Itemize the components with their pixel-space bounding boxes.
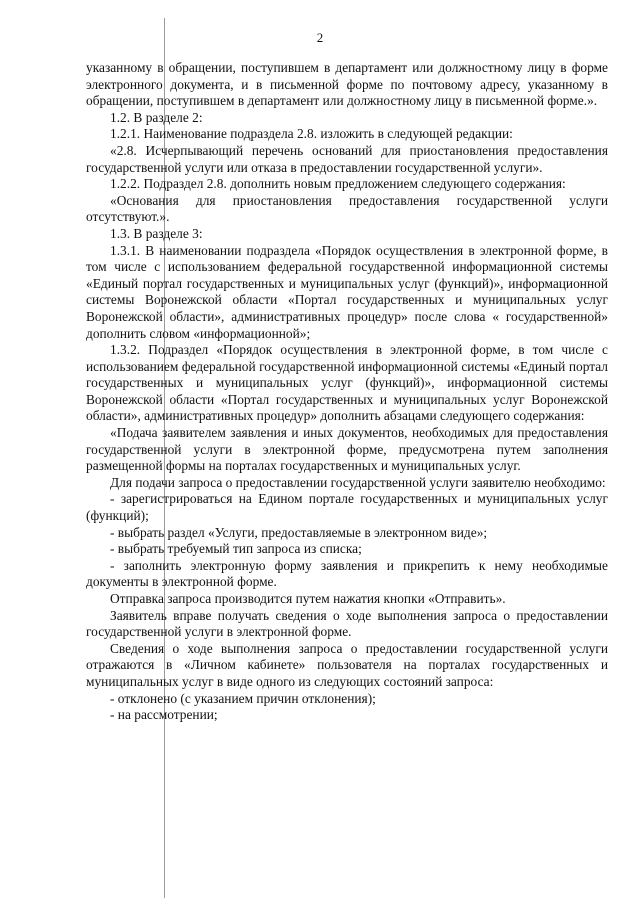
list-item: - отклонено (с указанием причин отклонения); — [110, 690, 376, 706]
paragraph: 1.3.1. В наименовании подраздела «Порядок осуществления в электронной форме, в том числе с использованием федеральной государственной информационной системы «Единый портал государственных и муниципальных услуг (функций)», информационной системы Воронежской области «Портал государственных и муниципальных услуг Воронежской области», административных процедур» после слова « государственной» дополнить словом «информационной»; — [86, 242, 608, 341]
paragraph: 1.2.2. Подраздел 2.8. дополнить новым предложением следующего содержания: — [110, 176, 566, 192]
paragraph: 1.2.1. Наименование подраздела 2.8. изложить в следующей редакции: — [110, 126, 513, 142]
paragraph: Отправка запроса производится путем нажатия кнопки «Отправить». — [110, 591, 506, 606]
paragraph: 1.2. В разделе 2: — [110, 109, 203, 125]
list-item: - заполнить электронную форму заявления и прикрепить к нему необходимые документы в электронной форме. — [86, 557, 608, 590]
page-number: 2 — [316, 30, 324, 45]
paragraph: Сведения о ходе выполнения запроса о предоставлении государственной услуги отражаются в «Личном кабинете» пользователя на порталах государственных и муниципальных услуг в виде одного из следующих состояний запроса: — [86, 640, 608, 689]
paragraph: Для подачи запроса о предоставлении государственной услуги заявителю необходимо: — [110, 474, 606, 490]
paragraph: 1.3. В разделе 3: — [110, 225, 203, 241]
paragraph: «Основания для приостановления предоставления государственной услуги отсутствуют.». — [86, 192, 608, 225]
paragraph: «Подача заявителем заявления и иных документов, необходимых для предоставления государственной услуги в электронной форме, предусмотрена путем заполнения размещенной формы на порталах государственных и муниципальных услуг. — [86, 425, 608, 474]
paragraph: указанному в обращении, поступившем в департамент или должностному лицу в форме электронного документа, и в письменной форме по почтовому адресу, указанному в обращении, поступившем в департамент или должностному лицу в письменной форме.». — [86, 60, 608, 109]
list-item: - выбрать требуемый тип запроса из списка; — [110, 541, 362, 557]
paragraph: 1.3.2. Подраздел «Порядок осуществления в электронной форме, в том числе с использованием федеральной государственной информационной системы «Единый портал государственных и муниципальных услуг (функций)», информационной системы Воронежской области «Портал государственных и муниципальных услуг Воронежской области», административных процедур» дополнить абзацами следующего содержания: — [86, 342, 608, 424]
paragraph: «2.8. Исчерпывающий перечень оснований для приостановления предоставления государственной услуги или отказа в предоставлении государственной услуги». — [86, 142, 608, 175]
paragraph: Заявитель вправе получать сведения о ходе выполнения запроса о предоставлении государственной услуги в электронной форме. — [86, 607, 608, 640]
list-item: - на рассмотрении; — [110, 707, 218, 723]
list-item: - зарегистрироваться на Едином портале государственных и муниципальных услуг (функций); — [86, 491, 608, 524]
list-item: - выбрать раздел «Услуги, предоставляемые в электронном виде»; — [110, 524, 488, 540]
document-body — [86, 60, 608, 724]
